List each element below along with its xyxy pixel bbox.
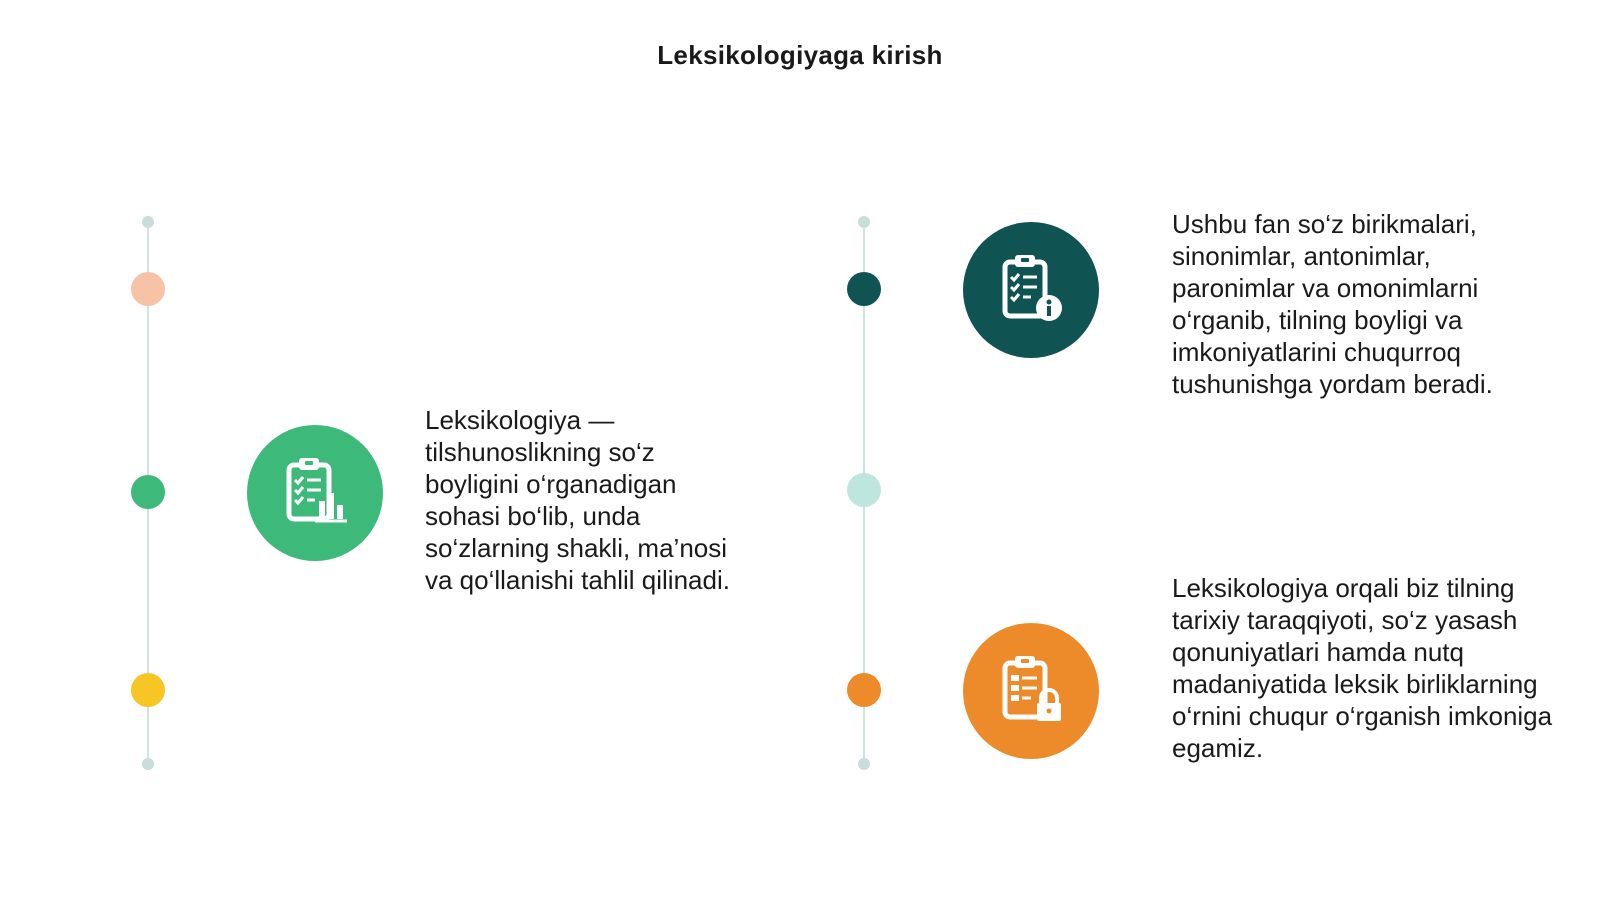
timeline-endcap-bottom-right <box>858 758 870 770</box>
timeline-node-yellow <box>131 673 165 707</box>
item-text: Leksikologiya orqali biz tilning tarixiy taraqqiyoti, so‘z yasash qonuniyatlari hamda nutq madaniyatida leksik birliklarning o‘rnini chuqur o‘rganish imkoniga egamiz. <box>1172 573 1553 763</box>
clipboard-chart-icon <box>247 425 383 561</box>
timeline-endcap-top-right <box>858 216 870 228</box>
timeline-node-teal <box>847 272 881 306</box>
clipboard-lock-icon <box>963 623 1099 759</box>
timeline-endcap-top-left <box>142 216 154 228</box>
item-text: Leksikologiya — tilshunoslikning so‘z boyligini o‘rganadigan sohasi bo‘lib, unda so‘zlarning shakli, ma’nosi va qo‘llanishi tahlil qilinadi. <box>425 405 730 595</box>
timeline-node-green <box>131 475 165 509</box>
clipboard-info-icon <box>963 222 1099 358</box>
page-title: Leksikologiyaga kirish <box>657 40 943 70</box>
timeline-endcap-bottom-left <box>142 758 154 770</box>
timeline-node-peach <box>131 272 165 306</box>
timeline-node-mint <box>847 473 881 507</box>
item-text: Ushbu fan so‘z birikmalari, sinonimlar, antonimlar, paronimlar va omonimlarni o‘rganib, tilning boyligi va imkoniyatlarini chuqurroq tushunishga yordam beradi. <box>1172 209 1493 399</box>
timeline-node-orange <box>847 673 881 707</box>
